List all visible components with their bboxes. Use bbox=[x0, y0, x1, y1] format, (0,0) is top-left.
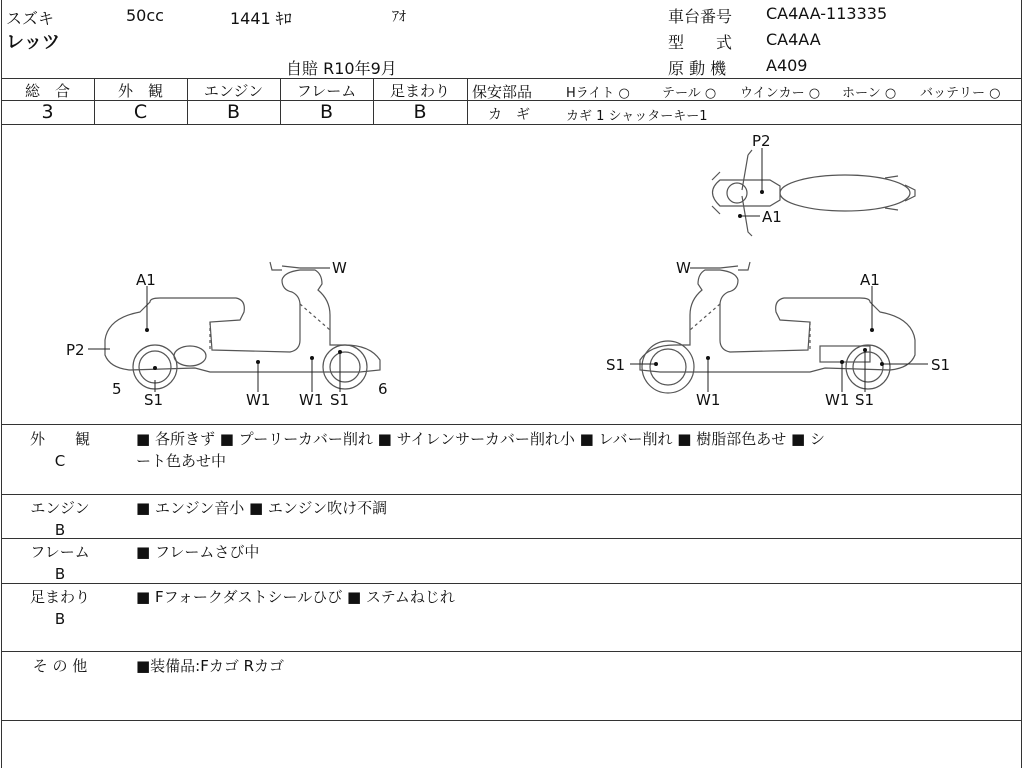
headlight-ok-mark: ○ bbox=[618, 86, 630, 101]
engine-value: A409 bbox=[766, 56, 808, 75]
frame-no: CA4AA-113335 bbox=[766, 4, 888, 23]
label-p2-left: P2 bbox=[66, 341, 85, 359]
safety-horn: ホーン ○ bbox=[842, 86, 897, 101]
note-grade-engine: B bbox=[54, 521, 66, 539]
label-5: 5 bbox=[112, 380, 122, 398]
key-value: カギ 1 シャッターキー1 bbox=[566, 109, 708, 124]
label-s1-right-b: S1 bbox=[855, 391, 875, 409]
taillight-ok-mark: ○ bbox=[704, 86, 717, 101]
insurance: 自賠 R10年9月 bbox=[286, 59, 397, 78]
note-category-engine: エンジン B bbox=[12, 497, 108, 541]
grade-header-engine: エンジン bbox=[203, 82, 264, 100]
winker-ok-mark: ○ bbox=[808, 86, 821, 101]
battery-ok-mark: ○ bbox=[989, 86, 1001, 101]
note-category-exterior: 外 観 C bbox=[12, 428, 108, 472]
safety-winker: ウインカー ○ bbox=[740, 86, 821, 101]
grade-table-top bbox=[1, 78, 1022, 79]
label-w1-right-a: W1 bbox=[696, 391, 721, 409]
label-s1-left-a: S1 bbox=[144, 391, 164, 409]
grade-col-divider bbox=[467, 78, 468, 124]
label-w1-left-a: W1 bbox=[246, 391, 271, 409]
note-text-suspension: ■ Fフォークダストシールひび ■ ステムねじれ bbox=[136, 588, 455, 606]
note-grade-frame: B bbox=[54, 565, 66, 583]
type-label: 型 式 bbox=[668, 33, 733, 52]
label-w1-right-b: W1 bbox=[825, 391, 850, 409]
color: ｱｵ bbox=[392, 9, 406, 25]
model-name: レッツ bbox=[6, 32, 60, 53]
note-text-exterior: ■ 各所きず ■ プーリーカバー削れ ■ サイレンサーカバー削れ小 ■ レバー削れ ■ 樹脂部色あせ ■ シ ート色あせ中 bbox=[136, 430, 825, 470]
note-category-suspension: 足まわり B bbox=[12, 586, 108, 630]
label-w1-left-b: W1 bbox=[299, 391, 324, 409]
label-s1-left-b: S1 bbox=[330, 391, 350, 409]
maker: スズキ bbox=[6, 9, 55, 28]
notes-divider bbox=[1, 583, 1022, 584]
safety-battery: バッテリー ○ bbox=[920, 86, 1001, 101]
key-label: カ ギ bbox=[488, 107, 530, 123]
notes-divider bbox=[1, 651, 1022, 652]
grade-frame: B bbox=[319, 101, 334, 123]
note-text-frame: ■ フレームさび中 bbox=[136, 543, 260, 561]
label-w-right: W bbox=[676, 259, 691, 277]
notes-divider bbox=[1, 538, 1022, 539]
grade-overall: 3 bbox=[41, 101, 54, 123]
grade-header-exterior: 外 観 bbox=[117, 82, 163, 100]
label-s1-right-c: S1 bbox=[931, 356, 951, 374]
engine-label: 原 動 機 bbox=[668, 59, 727, 78]
displacement: 50cc bbox=[126, 6, 164, 25]
notes-bottom bbox=[1, 720, 1022, 721]
grade-engine: B bbox=[226, 101, 241, 123]
grade-header-overall: 総 合 bbox=[24, 82, 70, 100]
note-text-other: ■装備品:Fカゴ Rカゴ bbox=[136, 657, 285, 675]
notes-top bbox=[1, 424, 1022, 425]
grade-header-frame: フレーム bbox=[296, 82, 357, 100]
safety-label: 保安部品 bbox=[472, 83, 533, 101]
note-category-frame: フレーム B bbox=[12, 541, 108, 585]
label-w-left: W bbox=[332, 259, 347, 277]
top-view-scooter bbox=[712, 150, 915, 236]
label-a1-top: A1 bbox=[762, 208, 782, 226]
notes-divider bbox=[1, 494, 1022, 495]
frame-no-label: 車台番号 bbox=[668, 7, 733, 26]
note-text-engine: ■ エンジン音小 ■ エンジン吹け不調 bbox=[136, 499, 388, 517]
grade-exterior: C bbox=[133, 101, 148, 123]
horn-ok-mark: ○ bbox=[884, 86, 897, 101]
label-p2-top: P2 bbox=[752, 132, 771, 150]
note-category-other: そ の 他 bbox=[32, 657, 88, 675]
grade-header-suspension: 足まわり bbox=[389, 82, 450, 100]
mileage: 1441 ｷﾛ bbox=[230, 9, 292, 28]
grade-suspension: B bbox=[413, 101, 427, 123]
label-s1-right-a: S1 bbox=[606, 356, 626, 374]
safety-headlight: Hライト ○ bbox=[566, 86, 630, 101]
label-a1-right: A1 bbox=[860, 271, 880, 289]
label-a1-left: A1 bbox=[136, 271, 156, 289]
note-grade-suspension: B bbox=[54, 610, 66, 628]
safety-taillight: テール ○ bbox=[662, 86, 717, 101]
note-grade-exterior: C bbox=[54, 452, 66, 470]
type-value: CA4AA bbox=[766, 30, 821, 49]
label-6: 6 bbox=[378, 380, 388, 398]
